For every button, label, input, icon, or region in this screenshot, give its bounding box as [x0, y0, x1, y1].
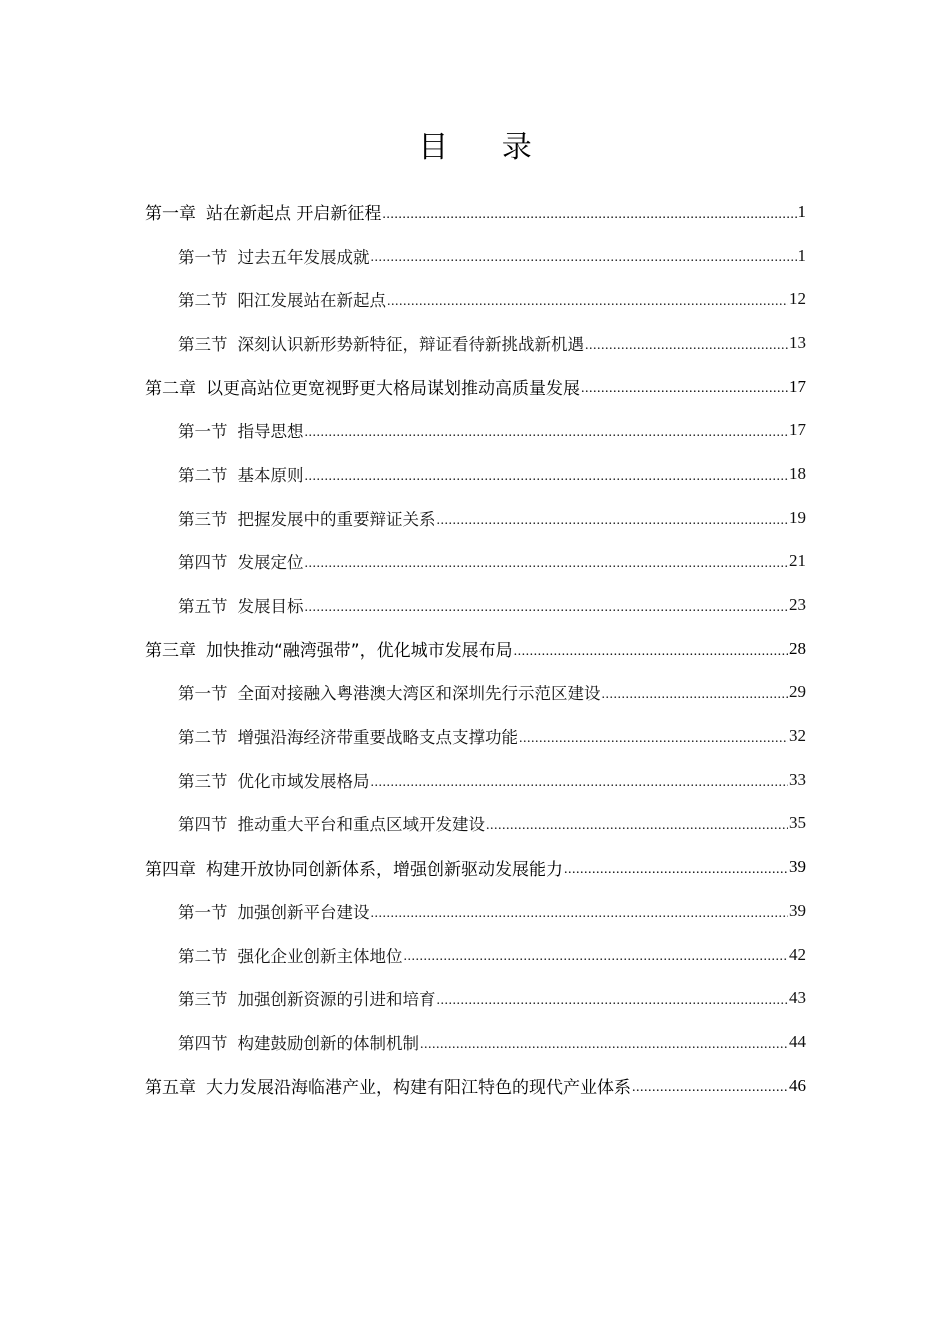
- toc-section-entry[interactable]: [145, 452, 806, 496]
- toc-entry-text: 大力发展沿海临港产业，构建有阳江特色的现代产业体系: [206, 1078, 631, 1099]
- dot-leader: [371, 906, 789, 933]
- toc-entry-text: 基本原则: [237, 465, 304, 485]
- toc-section-entry[interactable]: [145, 802, 806, 846]
- toc-entry-text: 增强沿海经济带重要战略支点支撑功能: [237, 728, 518, 748]
- toc-entry-text: 加强创新资源的引进和培育: [237, 990, 436, 1010]
- toc-entry-number: 第五章: [145, 1078, 196, 1099]
- dot-leader: [581, 381, 788, 408]
- dot-leader: [585, 338, 788, 365]
- toc-entry-number: 第四节: [178, 815, 228, 835]
- toc-entry-text: 把握发展中的重要辩证关系: [237, 509, 436, 529]
- toc-entry-number: 第四节: [178, 553, 228, 573]
- toc-page-number: 1: [797, 245, 806, 265]
- dot-leader: [382, 207, 796, 234]
- toc-entry-text: 站在新起点 开启新征程: [206, 204, 382, 225]
- toc-entry-title: [145, 636, 513, 661]
- dot-leader: [404, 949, 789, 976]
- toc-section-entry[interactable]: [145, 889, 806, 933]
- toc-entry-title: [178, 549, 304, 573]
- toc-page-number: 19: [789, 507, 806, 527]
- toc-entry-number: 第四节: [178, 1033, 228, 1053]
- toc-chapter-entry[interactable]: [145, 1064, 806, 1108]
- toc-page-number: 13: [789, 332, 806, 352]
- toc-entry-text: 以更高站位更宽视野更大格局谋划推动高质量发展: [206, 379, 580, 400]
- table-of-contents: [145, 190, 806, 1107]
- toc-entry-number: 第一节: [178, 684, 228, 704]
- toc-section-entry[interactable]: [145, 1020, 806, 1064]
- toc-page-number: 39: [789, 900, 806, 920]
- toc-entry-number: 第四章: [145, 859, 196, 880]
- toc-entry-title: [178, 331, 584, 355]
- toc-page-number: 46: [789, 1075, 806, 1095]
- toc-entry-text: 全面对接融入粤港澳大湾区和深圳先行示范区建设: [237, 684, 601, 704]
- dot-leader: [305, 425, 789, 452]
- dot-leader: [564, 862, 788, 889]
- toc-page-number: 44: [789, 1031, 806, 1051]
- toc-entry-title: [178, 943, 403, 967]
- dot-leader: [305, 600, 789, 627]
- toc-entry-title: [178, 244, 370, 268]
- toc-entry-title: [178, 768, 370, 792]
- toc-entry-text: 构建开放协同创新体系，增强创新驱动发展能力: [206, 859, 563, 880]
- toc-section-entry[interactable]: [145, 758, 806, 802]
- toc-entry-title: [178, 986, 436, 1010]
- dot-leader: [305, 469, 789, 496]
- dot-leader: [519, 731, 788, 758]
- toc-entry-title: [178, 418, 304, 442]
- toc-page-number: 32: [789, 726, 806, 746]
- toc-entry-number: 第一节: [178, 247, 228, 267]
- dot-leader: [371, 775, 789, 802]
- toc-page-number: 17: [789, 420, 806, 440]
- toc-page-number: 23: [789, 595, 806, 615]
- toc-entry-title: [178, 680, 601, 704]
- dot-leader: [514, 644, 788, 671]
- toc-section-entry[interactable]: [145, 583, 806, 627]
- toc-section-entry[interactable]: [145, 671, 806, 715]
- toc-entry-number: 第五节: [178, 597, 228, 617]
- toc-entry-number: 第三节: [178, 990, 228, 1010]
- toc-entry-text: 过去五年发展成就: [237, 247, 370, 267]
- toc-section-entry[interactable]: [145, 277, 806, 321]
- toc-entry-title: [145, 855, 563, 880]
- toc-entry-number: 第二章: [145, 379, 196, 400]
- toc-section-entry[interactable]: [145, 976, 806, 1020]
- toc-section-entry[interactable]: [145, 714, 806, 758]
- toc-page-number: 35: [789, 813, 806, 833]
- toc-entry-text: 指导思想: [237, 422, 304, 442]
- toc-page-number: 17: [789, 376, 806, 396]
- toc-entry-number: 第二节: [178, 465, 228, 485]
- dot-leader: [420, 1037, 788, 1064]
- toc-chapter-entry[interactable]: [145, 845, 806, 889]
- toc-page-number: 29: [789, 682, 806, 702]
- toc-section-entry[interactable]: [145, 540, 806, 584]
- toc-section-entry[interactable]: [145, 496, 806, 540]
- dot-leader: [371, 250, 797, 277]
- dot-leader: [632, 1080, 788, 1107]
- toc-page-number: 33: [789, 769, 806, 789]
- toc-entry-title: [178, 506, 436, 530]
- toc-entry-text: 优化市域发展格局: [237, 771, 370, 791]
- toc-chapter-entry[interactable]: [145, 627, 806, 671]
- toc-entry-text: 构建鼓励创新的体制机制: [237, 1033, 419, 1053]
- toc-entry-title: [145, 374, 580, 399]
- dot-leader: [602, 687, 789, 714]
- toc-entry-text: 发展定位: [237, 553, 304, 573]
- toc-entry-title: [178, 724, 518, 748]
- toc-entry-text: 推动重大平台和重点区域开发建设: [237, 815, 485, 835]
- toc-section-entry[interactable]: [145, 234, 806, 278]
- toc-entry-text: 阳江发展站在新起点: [237, 291, 386, 311]
- toc-entry-number: 第二节: [178, 946, 228, 966]
- toc-entry-number: 第二节: [178, 728, 228, 748]
- toc-page-number: 43: [789, 988, 806, 1008]
- toc-entry-number: 第一节: [178, 902, 228, 922]
- toc-section-entry[interactable]: [145, 321, 806, 365]
- toc-entry-title: [178, 1030, 419, 1054]
- toc-entry-text: 加强创新平台建设: [237, 902, 370, 922]
- toc-page-number: 28: [789, 638, 806, 658]
- toc-entry-number: 第三节: [178, 509, 228, 529]
- toc-entry-number: 第二节: [178, 291, 228, 311]
- toc-entry-text: 发展目标: [237, 597, 304, 617]
- toc-entry-title: [145, 199, 381, 224]
- toc-chapter-entry[interactable]: [145, 365, 806, 409]
- toc-entry-number: 第三章: [145, 641, 196, 662]
- toc-entry-title: [145, 1073, 631, 1098]
- dot-leader: [387, 294, 788, 321]
- toc-page-number: 12: [789, 289, 806, 309]
- toc-entry-title: [178, 593, 304, 617]
- toc-section-entry[interactable]: [145, 408, 806, 452]
- page-title: 目 录: [418, 130, 554, 165]
- toc-page-number: 21: [789, 551, 806, 571]
- toc-entry-title: [178, 462, 304, 486]
- toc-entry-number: 第一节: [178, 422, 228, 442]
- toc-entry-number: 第三节: [178, 771, 228, 791]
- toc-page-number: 42: [789, 944, 806, 964]
- dot-leader: [437, 993, 789, 1020]
- toc-entry-number: 第三节: [178, 334, 228, 354]
- toc-entry-title: [178, 287, 386, 311]
- toc-section-entry[interactable]: [145, 933, 806, 977]
- dot-leader: [486, 818, 788, 845]
- toc-entry-title: [178, 811, 485, 835]
- toc-entry-text: 强化企业创新主体地位: [237, 946, 403, 966]
- toc-chapter-entry[interactable]: [145, 190, 806, 234]
- toc-page-number: 1: [797, 201, 806, 221]
- dot-leader: [305, 556, 789, 583]
- toc-entry-title: [178, 899, 370, 923]
- toc-page-number: 39: [789, 857, 806, 877]
- dot-leader: [437, 513, 789, 540]
- toc-entry-number: 第一章: [145, 204, 196, 225]
- toc-page-number: 18: [789, 463, 806, 483]
- toc-entry-text: 加快推动“融湾强带”，优化城市发展布局: [206, 641, 513, 662]
- toc-entry-text: 深刻认识新形势新特征，辩证看待新挑战新机遇: [237, 334, 584, 354]
